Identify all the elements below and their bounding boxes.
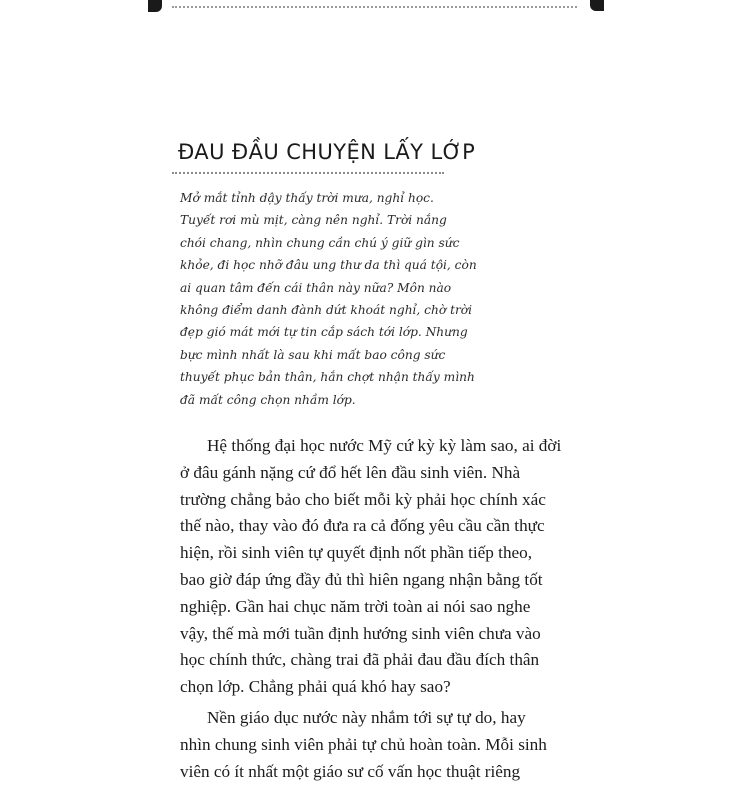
epigraph-line: không điểm danh đành dứt khoát nghỉ, chờ trời (180, 303, 473, 318)
epigraph-line: Mở mắt tỉnh dậy thấy trời mưa, nghỉ học. (180, 191, 434, 205)
paragraph-2 (180, 705, 547, 785)
body-line: nghiệp. Gần hai chục năm trời toàn ai nói sao nghe (180, 596, 531, 616)
body-line: học chính thức, chàng trai đã phải đau đầu đích thân (180, 650, 540, 670)
scan-corner-right (590, 0, 604, 11)
body-line: trường chẳng bảo cho biết mỗi kỳ phải học chính xác (180, 489, 546, 509)
body-line: Hệ thống đại học nước Mỹ cứ kỳ kỳ làm sao, ai đời (207, 436, 562, 455)
body-line: Nền giáo dục nước này nhắm tới sự tự do, hay (207, 707, 526, 727)
epigraph (180, 187, 520, 411)
top-dotted-rule (172, 6, 577, 8)
body-line: nhìn chung sinh viên phải tự chủ hoàn toàn. Mỗi sinh (180, 734, 547, 754)
body-text (180, 433, 562, 785)
epigraph-line: Tuyết rơi mù mịt, càng nên nghỉ. Trời nắng (180, 213, 447, 228)
title-dotted-rule (172, 172, 444, 174)
epigraph-line: ai quan tâm đến cái thân này nữa? Môn nào (180, 280, 452, 295)
body-line: hiện, rồi sinh viên tự quyết định nốt phần tiếp theo, (180, 543, 533, 563)
epigraph-line: thuyết phục bản thân, hắn chợt nhận thấy mình (180, 370, 475, 385)
epigraph-line: đã mất công chọn nhầm lớp. (180, 392, 356, 407)
body-line: viên có ít nhất một giáo sư cố vấn học thuật riêng (180, 761, 521, 781)
body-line: vậy, thế mà mới tuần định hướng sinh viên chưa vào (180, 623, 541, 643)
body-line: chọn lớp. Chẳng phải quá khó hay sao? (180, 677, 451, 697)
epigraph-line: đẹp gió mát mới tự tin cắp sách tới lớp. Nhưng (180, 325, 468, 340)
body-line: bao giờ đáp ứng đầy đủ thì hiên ngang nhận bằng tốt (180, 569, 543, 589)
body-line: ở đâu gánh nặng cứ đổ hết lên đầu sinh viên. Nhà (180, 462, 521, 482)
epigraph-line: khỏe, đi học nhỡ đâu ung thư da thì quá tội, còn (180, 258, 477, 273)
chapter-title: ĐAU ĐẦU CHUYỆN LẤY LỚP (178, 140, 476, 164)
epigraph-line: chói chang, nhìn chung cần chú ý giữ gìn sức (180, 235, 460, 250)
body-line: thế nào, thay vào đó đưa ra cả đống yêu cầu cần thực (180, 516, 545, 536)
scan-corner-left (148, 0, 162, 12)
epigraph-line: bực mình nhất là sau khi mất bao công sức (180, 347, 446, 362)
paragraph-1 (180, 433, 562, 701)
